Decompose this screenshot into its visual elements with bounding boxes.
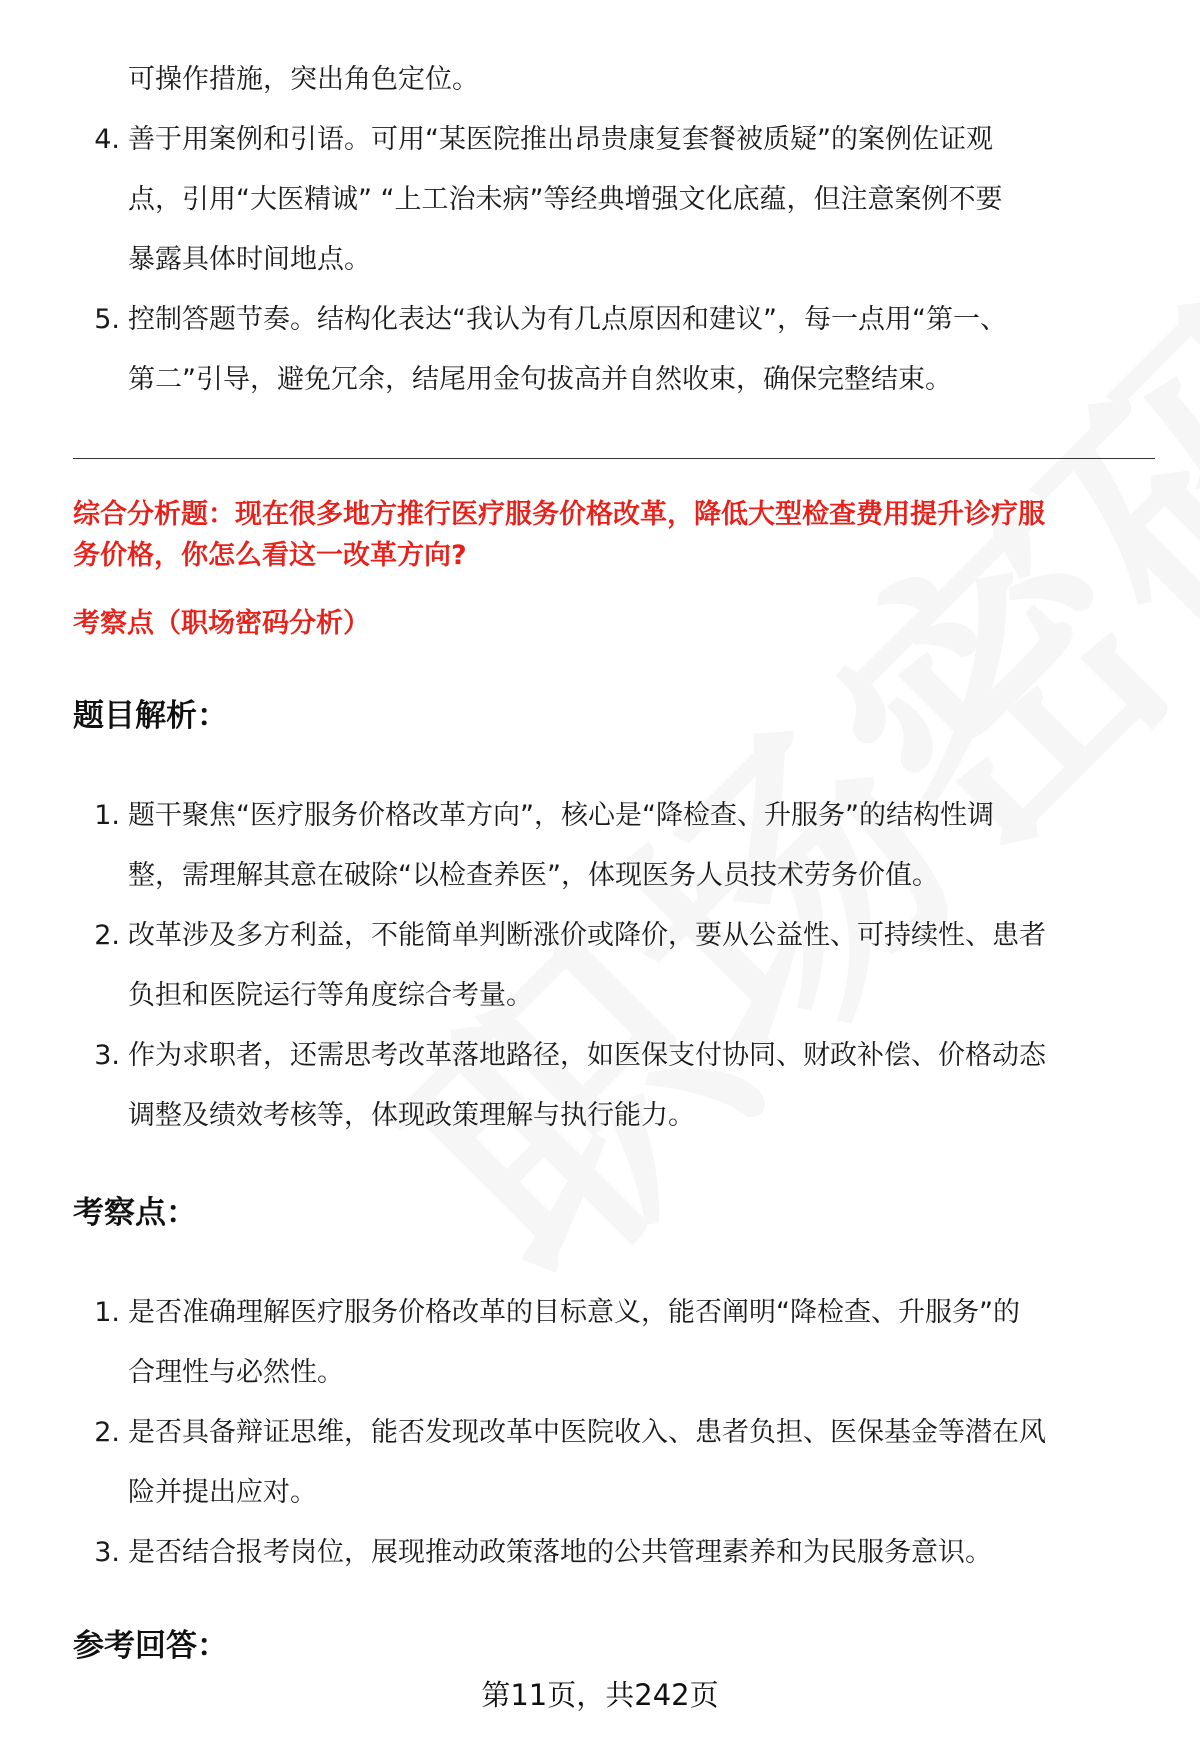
list-item-text: 可操作措施，突出角色定位。 (128, 64, 479, 95)
list-line: 是否结合报考岗位，展现推动政策落地的公共管理素养和为民服务意识。 (128, 1537, 992, 1568)
list-number: 4. (94, 124, 120, 155)
list-number: 2. (94, 1417, 120, 1448)
analysis-item-1 (94, 786, 1158, 906)
list-line: 改革涉及多方利益，不能简单判断涨价或降价，要从公益性、可持续性、患者 (128, 920, 1046, 951)
list-number: 1. (94, 800, 120, 831)
list-line: 是否准确理解医疗服务价格改革的目标意义，能否阐明“降检查、升服务”的 (128, 1297, 1020, 1328)
exam-point-item-2 (94, 1403, 1158, 1523)
list-line: 调整及绩效考核等，体现政策理解与执行能力。 (128, 1100, 695, 1131)
exam-point-item-3 (94, 1523, 1158, 1583)
list-item-5 (94, 290, 1158, 410)
section-divider (73, 458, 1155, 459)
analysis-item-3 (94, 1026, 1158, 1146)
list-number: 3. (94, 1537, 120, 1568)
question-line: 务价格，你怎么看这一改革方向? (73, 540, 467, 571)
page-footer: 第11页，共242页 (481, 1678, 719, 1712)
list-line: 第二”引导，避免冗余，结尾用金句拔高并自然收束，确保完整结束。 (128, 364, 952, 395)
list-number: 5. (94, 304, 120, 335)
list-line: 负担和医院运行等角度综合考量。 (128, 980, 533, 1011)
question-heading (73, 494, 1163, 576)
list-line: 点，引用“大医精诚” “上工治未病”等经典增强文化底蕴，但注意案例不要 (128, 184, 1003, 215)
analysis-heading: 题目解析： (73, 698, 228, 734)
exam-point-item-1 (94, 1283, 1158, 1403)
list-line: 险并提出应对。 (128, 1477, 317, 1508)
analysis-item-2 (94, 906, 1158, 1026)
question-line: 综合分析题：现在很多地方推行医疗服务价格改革，降低大型检查费用提升诊疗服 (73, 499, 1045, 530)
list-number: 2. (94, 920, 120, 951)
list-item-4 (94, 110, 1158, 290)
list-line: 是否具备辩证思维，能否发现改革中医院收入、患者负担、医保基金等潜在风 (128, 1417, 1046, 1448)
list-number: 1. (94, 1297, 120, 1328)
list-line: 善于用案例和引语。可用“某医院推出昂贵康复套餐被质疑”的案例佐证观 (128, 124, 993, 155)
list-line: 题干聚焦“医疗服务价格改革方向”，核心是“降检查、升服务”的结构性调 (128, 800, 994, 831)
list-number: 3. (94, 1040, 120, 1071)
list-line: 作为求职者，还需思考改革落地路径，如医保支付协同、财政补偿、价格动态 (128, 1040, 1046, 1071)
reference-answer-heading: 参考回答： (73, 1628, 228, 1664)
exam-points-heading: 考察点： (73, 1195, 197, 1231)
list-line: 整，需理解其意在破除“以检查养医”，体现医务人员技术劳务价值。 (128, 860, 939, 891)
list-line: 合理性与必然性。 (128, 1357, 344, 1388)
list-line: 暴露具体时间地点。 (128, 244, 371, 275)
exam-point-label (73, 603, 1163, 644)
list-item-continuation (128, 50, 1158, 110)
list-line: 控制答题节奏。结构化表达“我认为有几点原因和建议”，每一点用“第一、 (128, 304, 1007, 335)
exam-point-label-text: 考察点（职场密码分析） (73, 608, 370, 639)
